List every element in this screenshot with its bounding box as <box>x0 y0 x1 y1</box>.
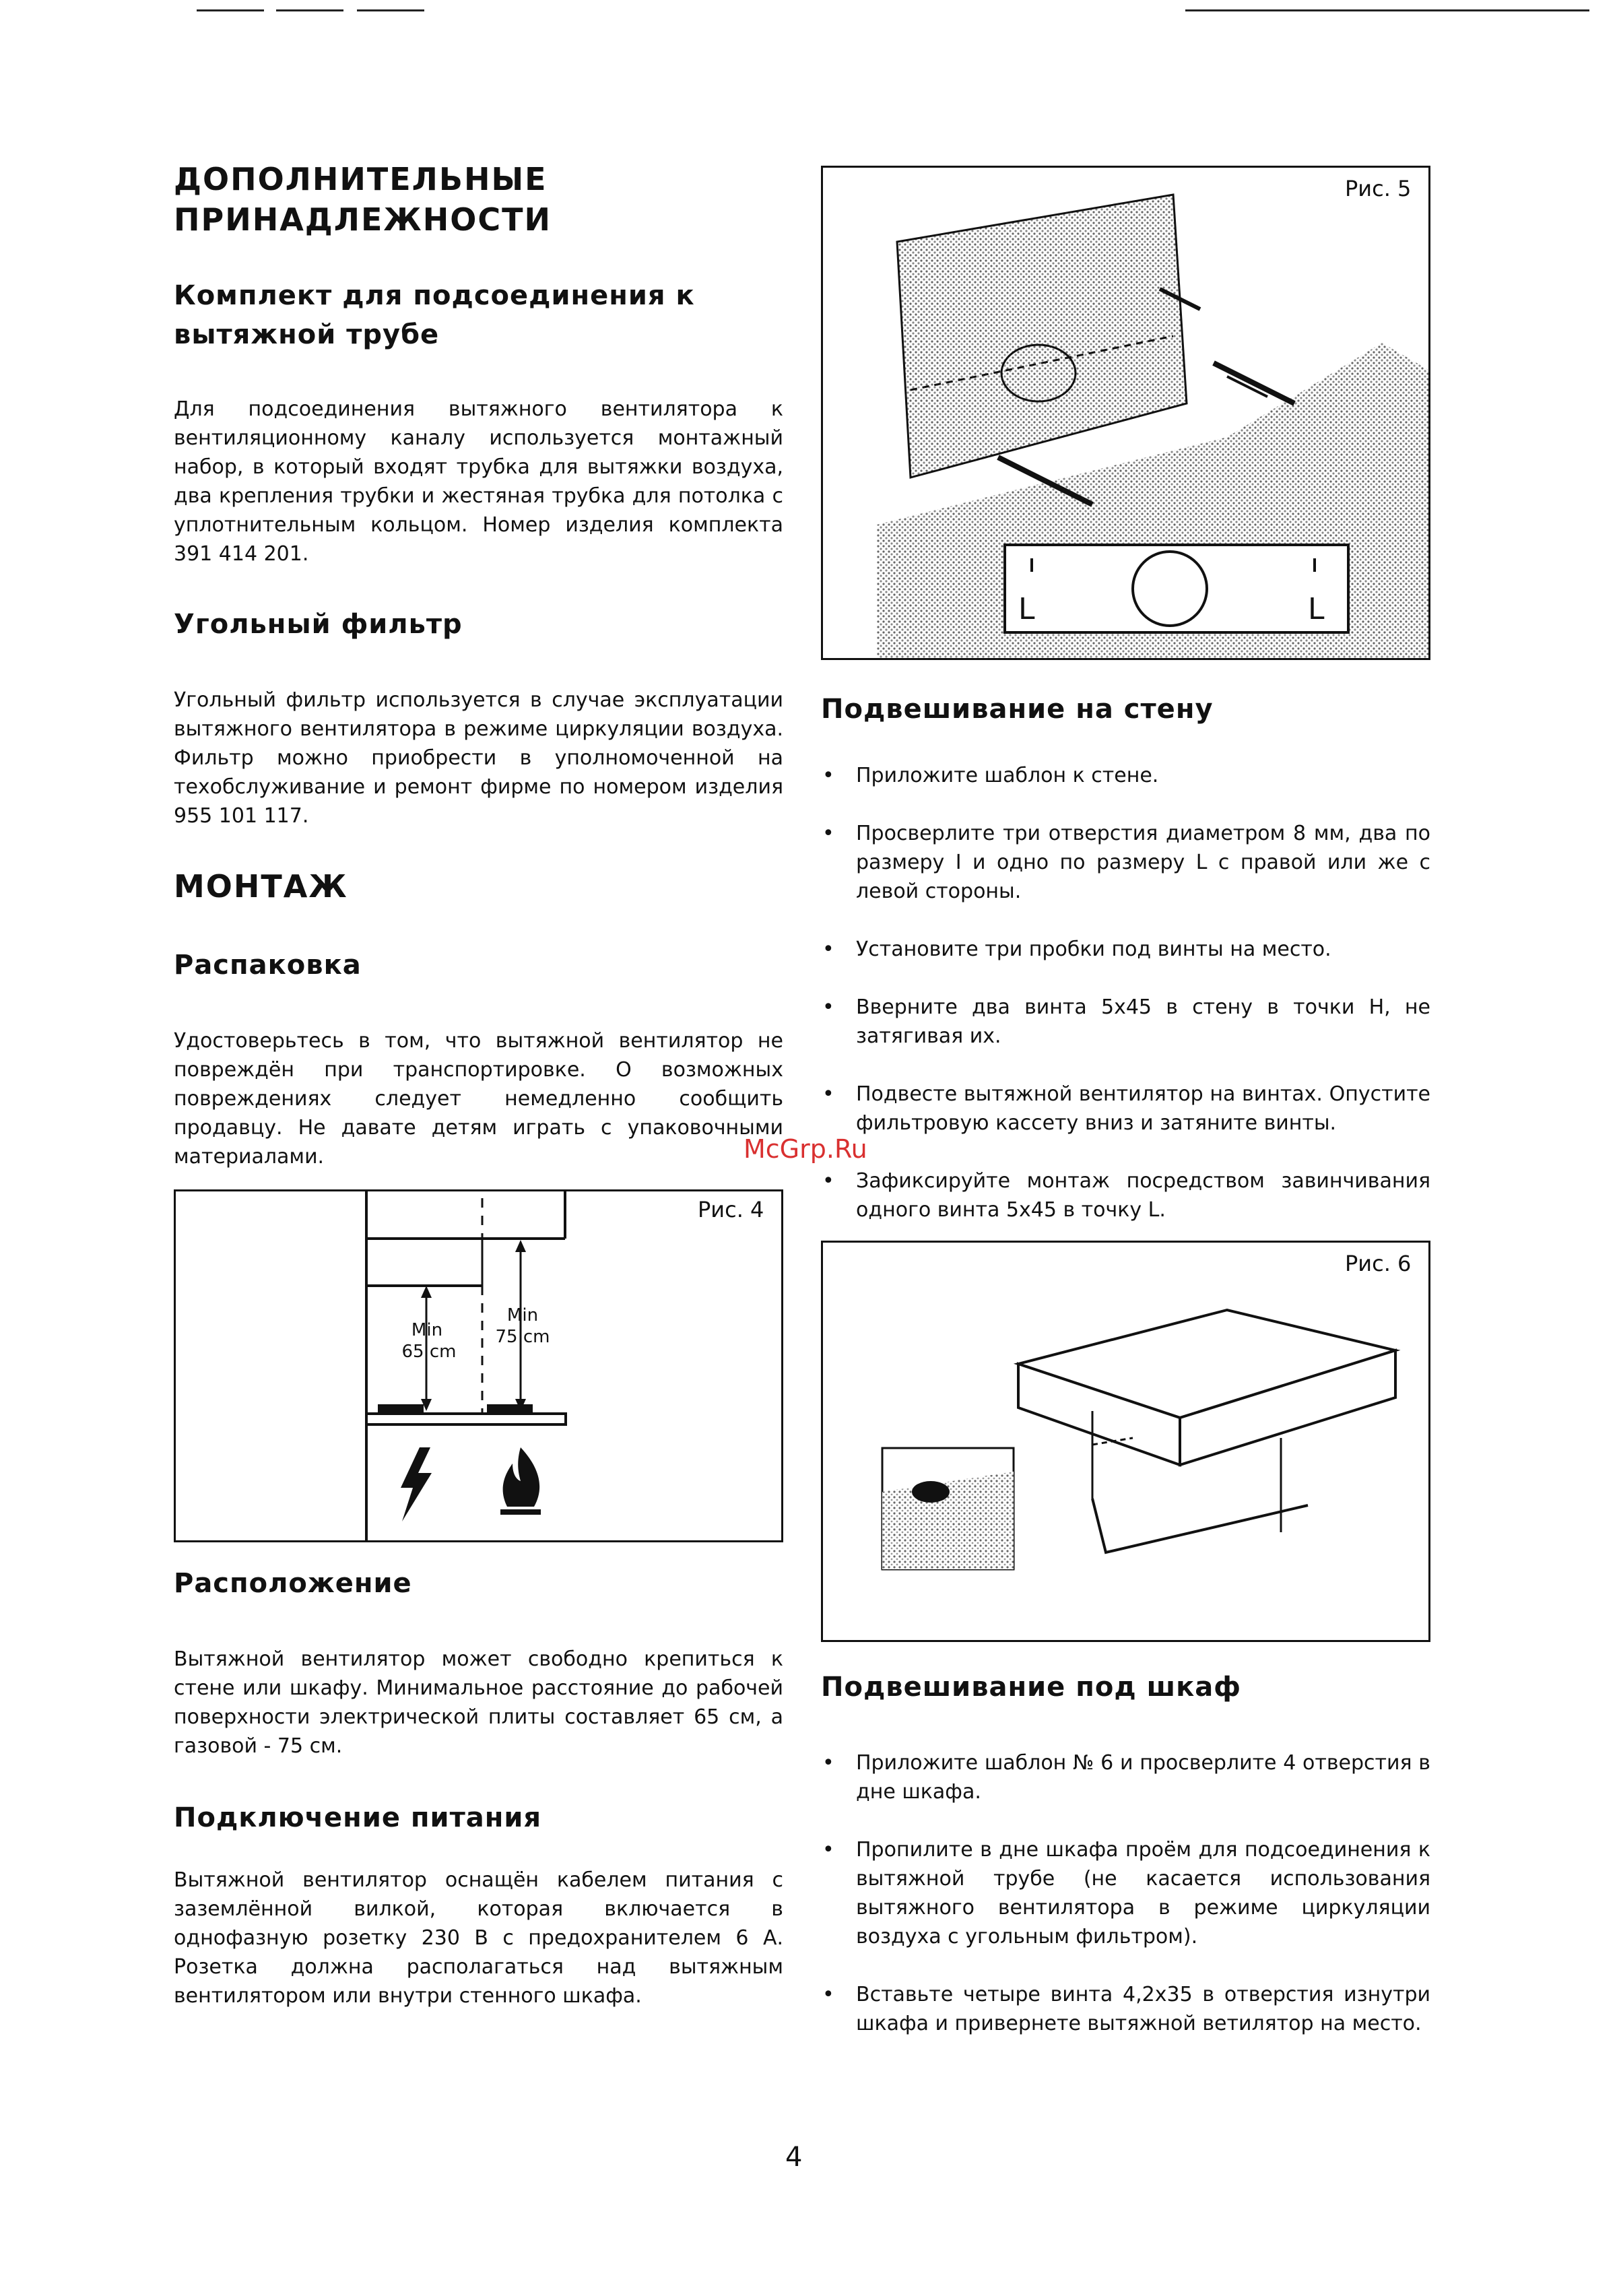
top-rule <box>1185 9 1589 11</box>
heading-kit: Комплект для подсоединения к вытяжной трубе <box>174 280 695 350</box>
wall-steps-list <box>821 761 1430 1253</box>
list-item: • Приложите шаблон № 6 и просверлите 4 отверстия в дне шкафа. <box>822 1751 1430 1804</box>
cabinet-mount-illustration <box>823 1243 1428 1640</box>
kit-text: Для подсоединения вытяжного вентилятора к вентиляционному каналу используется монтажный набор, в который входят трубка для вытяжки воздуха, два крепления трубки и жестяная трубка для потолка с уплотнительным кольцом. Номер изделия комплекта 391 414 201. <box>174 397 783 566</box>
figure-5-label: Рис. 5 <box>1345 176 1412 201</box>
figure-4-label: Рис. 4 <box>698 1197 764 1222</box>
heading-cabinet-hanging: Подвешивание под шкаф <box>821 1672 1241 1703</box>
electric-icon <box>401 1447 432 1521</box>
list-item: • Приложите шаблон к стене. <box>822 764 1159 787</box>
list-item: • Пропилите в дне шкафа проём для подсоединения к вытяжной трубе (не касается использования вытяжного вентилятора в режиме циркуляции воздуха с угольным фильтром). <box>822 1838 1430 1948</box>
figure-6-label: Рис. 6 <box>1345 1251 1412 1276</box>
heading-power: Подключение питания <box>174 1802 542 1833</box>
top-rule <box>357 9 424 11</box>
svg-text:L: L <box>1018 592 1035 626</box>
heading-wall-hanging: Подвешивание на стену <box>821 694 1214 725</box>
svg-text:L: L <box>1308 592 1325 626</box>
heading-charcoal-filter: Угольный фильтр <box>174 609 463 640</box>
filter-text: Угольный фильтр используется в случае эксплуатации вытяжного вентилятора в режиме циркуляции воздуха. Фильтр можно приобрести в уполномоченной на техобслуживание и ремонт фирме по номером изделия 955 101 117. <box>174 688 783 828</box>
clearance-diagram <box>176 1191 781 1540</box>
heading-accessories: ДОПОЛНИТЕЛЬНЫЕ ПРИНАДЛЕЖНОСТИ <box>174 161 552 238</box>
heading-unpacking: Распаковка <box>174 950 362 981</box>
figure-5 <box>821 166 1430 660</box>
min-75-label: Min 75 cm <box>495 1305 550 1347</box>
list-item: • Подвесте вытяжной вентилятор на винтах. Опустите фильтровую кассету вниз и затяните винты. <box>822 1082 1430 1135</box>
gas-flame-icon <box>503 1447 540 1507</box>
power-text: Вытяжной вентилятор оснащён кабелем питания с заземлённой вилкой, которая включается в однофазную розетку 230 В с предохранителем 6 А. Розетка должна располагаться над вытяжным вентилятором или внутри стенного шкафа. <box>174 1868 783 2008</box>
watermark: McGrp.Ru <box>744 1134 867 1164</box>
list-item: • Вверните два винта 5х45 в стену в точки Н, не затягивая их. <box>822 995 1430 1048</box>
list-item: • Зафиксируйте монтаж посредством завинчивания одного винта 5х45 в точку L. <box>822 1169 1430 1222</box>
top-rule <box>197 9 264 11</box>
figure-4 <box>174 1189 783 1542</box>
wall-mount-illustration <box>823 168 1428 658</box>
list-item: • Установите три пробки под винты на место. <box>822 938 1331 961</box>
heading-mounting: МОНТАЖ <box>174 868 348 905</box>
figure-6 <box>821 1241 1430 1642</box>
heading-location: Расположение <box>174 1568 412 1599</box>
location-text: Вытяжной вентилятор может свободно крепиться к стене или шкафу. Минимальное расстояние до рабочей поверхности электрической плиты составляет 65 см, а газовой - 75 см. <box>174 1647 783 1758</box>
list-item: • Вставьте четыре винта 4,2х35 в отверстия изнутри шкафа и привернете вытяжной ветилятор на место. <box>822 1983 1430 2035</box>
min-65-label: Min 65 cm <box>401 1320 457 1362</box>
cabinet-steps-list <box>821 1748 1430 2067</box>
page-number: 4 <box>785 2142 803 2173</box>
list-item: • Просверлите три отверстия диаметром 8 мм, два по размеру I и одно по размеру L с правой или же с левой стороны. <box>822 822 1430 903</box>
top-rule <box>276 9 343 11</box>
unpacking-text: Удостоверьтесь в том, что вытяжной вентилятор не повреждён при транспортировке. О возможных повреждениях следует немедленно сообщить продавцу. Не давате детям играть с упаковочными материалами. <box>174 1029 783 1169</box>
